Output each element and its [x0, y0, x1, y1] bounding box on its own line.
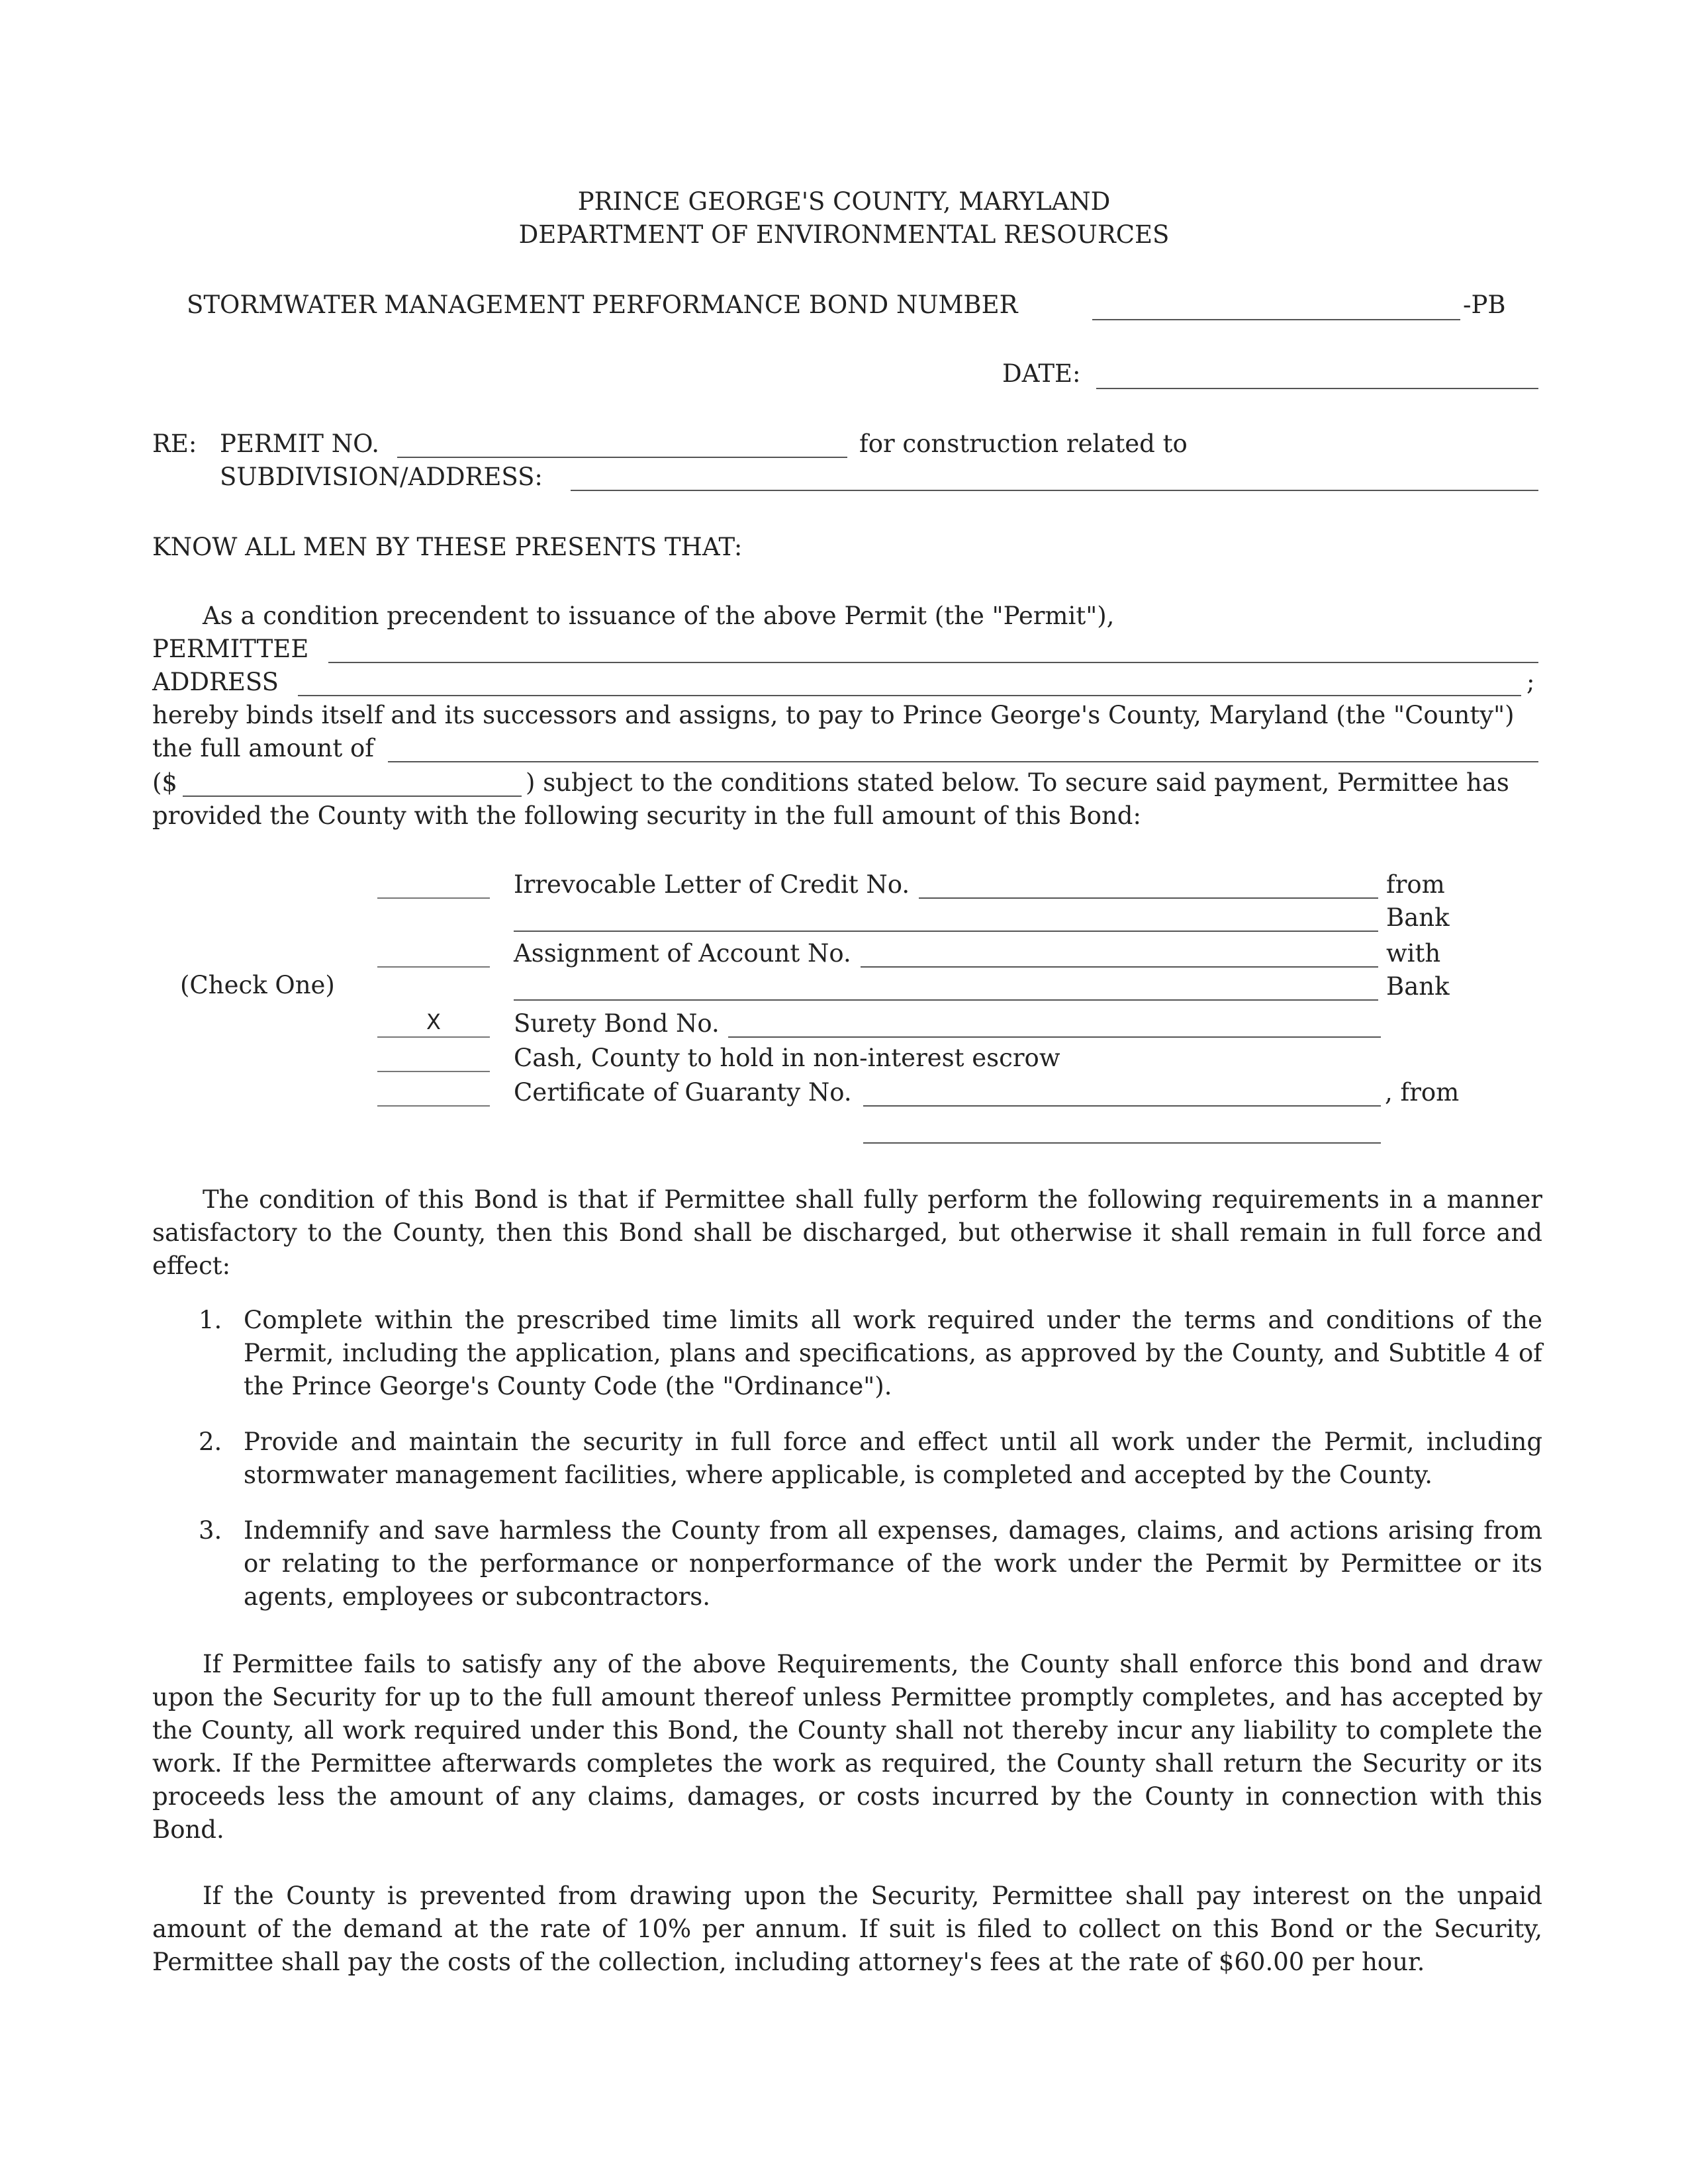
prevented-paragraph [152, 1880, 1542, 1979]
related-text: for construction related to [859, 430, 1188, 458]
dollar-open: ($ [152, 768, 177, 797]
permit-label: PERMIT NO. [220, 430, 380, 458]
comma-from-text: , from [1385, 1078, 1460, 1107]
cash-label: Cash, County to hold in non-interest escrow [514, 1044, 1060, 1072]
requirement-text: Complete within the prescribed time limits all work required under the terms and conditions of the Permit, including the application, plans and specifications, as approved by the County, and Subtitle 4 of the Prince George's County Code (the "Ordinance"). [244, 1306, 1542, 1400]
surety-checkbox[interactable] [377, 1036, 490, 1038]
condition-intro: As a condition precendent to issuance of the above Permit (the "Permit"), [203, 602, 1115, 630]
subject-text: ) subject to the conditions stated below. To secure said payment, Permittee has [526, 768, 1509, 797]
county-heading: PRINCE GEORGE'S COUNTY, MARYLAND [577, 187, 1111, 216]
subdivision-label: SUBDIVISION/ADDRESS: [220, 463, 543, 491]
requirement-text: Indemnify and save harmless the County from all expenses, damages, claims, and actions arising from or relating to the performance or nonperformance of the work under the Permit by Permittee or its agents, employees or subcontractors. [244, 1516, 1542, 1611]
bond-suffix: -PB [1463, 291, 1506, 319]
bank-text-1: Bank [1386, 903, 1450, 932]
certificate-label: Certificate of Guaranty No. [514, 1078, 852, 1107]
surety-number-field[interactable] [728, 1036, 1381, 1038]
requirement-number: 3. [199, 1516, 222, 1545]
re-prefix: RE: [152, 430, 197, 458]
full-amount-field[interactable] [388, 761, 1538, 762]
subdivision-field[interactable] [571, 490, 1538, 491]
assignment-number-field[interactable] [861, 966, 1378, 968]
department-heading: DEPARTMENT OF ENVIRONMENTAL RESOURCES [518, 220, 1170, 249]
binds-text: hereby binds itself and its successors and assigns, to pay to Prince George's County, Maryland (the "County") [152, 701, 1515, 729]
condition-paragraph-text: The condition of this Bond is that if Permittee shall fully perform the following requirements in a manner satisfactory to the County, then this Bond shall be discharged, but otherwise it shall remain in full force and effect: [152, 1185, 1542, 1280]
assignment-label: Assignment of Account No. [514, 939, 851, 968]
surety-label: Surety Bond No. [514, 1009, 720, 1038]
assignment-bank-field[interactable] [514, 999, 1378, 1001]
cash-checkbox[interactable] [377, 1071, 490, 1072]
certificate-from-field[interactable] [863, 1142, 1381, 1144]
know-all-heading: KNOW ALL MEN BY THESE PRESENTS THAT: [152, 533, 743, 561]
certificate-number-field[interactable] [863, 1105, 1381, 1107]
fails-paragraph [152, 1648, 1542, 1846]
prevented-paragraph-text: If the County is prevented from drawing upon the Security, Permittee shall pay interest on the unpaid amount of the demand at the rate of 10% per annum. If suit is filed to collect on this Bond or the Security, Permittee shall pay the costs of the collection, including attorney's fees at the rate of $60.00 per hour. [152, 1882, 1542, 1976]
fails-paragraph-text: If Permittee fails to satisfy any of the above Requirements, the County shall enforce this bond and draw upon the Security for up to the full amount thereof unless Permittee promptly completes, and has accepted by the County, all work required under this Bond, the County shall not thereby incur any liability to complete the work. If the Permittee afterwards completes the work as required, the County shall return the Security or its proceeds less the amount of any claims, damages, or costs incurred by the County in connection with this Bond. [152, 1650, 1542, 1844]
provided-text: provided the County with the following security in the full amount of this Bond: [152, 801, 1141, 830]
dollar-amount-field[interactable] [183, 796, 522, 797]
with-text: with [1386, 939, 1441, 968]
letter-of-credit-checkbox[interactable] [377, 897, 490, 899]
permittee-field[interactable] [328, 662, 1538, 663]
requirement-text: Provide and maintain the security in full force and effect until all work under the Permit, including stormwater management facilities, where applicable, is completed and accepted by the County. [244, 1428, 1542, 1489]
bond-number-field[interactable] [1092, 319, 1460, 320]
full-amount-label: the full amount of [152, 734, 374, 762]
address-semicolon: ; [1526, 668, 1535, 696]
address-label: ADDRESS [152, 668, 279, 696]
surety-checked-mark: X [426, 1009, 441, 1034]
assignment-checkbox[interactable] [377, 966, 490, 968]
address-field[interactable] [298, 695, 1521, 696]
from-text: from [1386, 870, 1445, 899]
requirement-number: 2. [199, 1428, 222, 1456]
letter-of-credit-bank-field[interactable] [514, 931, 1378, 932]
permit-number-field[interactable] [397, 457, 847, 458]
date-label: DATE: [1002, 359, 1081, 388]
requirement-number: 1. [199, 1306, 222, 1334]
check-one-label: (Check One) [180, 971, 335, 999]
letter-of-credit-number-field[interactable] [919, 897, 1378, 899]
letter-of-credit-label: Irrevocable Letter of Credit No. [514, 870, 910, 899]
certificate-checkbox[interactable] [377, 1105, 490, 1107]
bond-title: STORMWATER MANAGEMENT PERFORMANCE BOND NUMBER [187, 291, 1018, 319]
condition-paragraph [152, 1183, 1542, 1283]
date-field[interactable] [1096, 388, 1538, 389]
bank-text-2: Bank [1386, 972, 1450, 1001]
permittee-label: PERMITTEE [152, 635, 309, 663]
